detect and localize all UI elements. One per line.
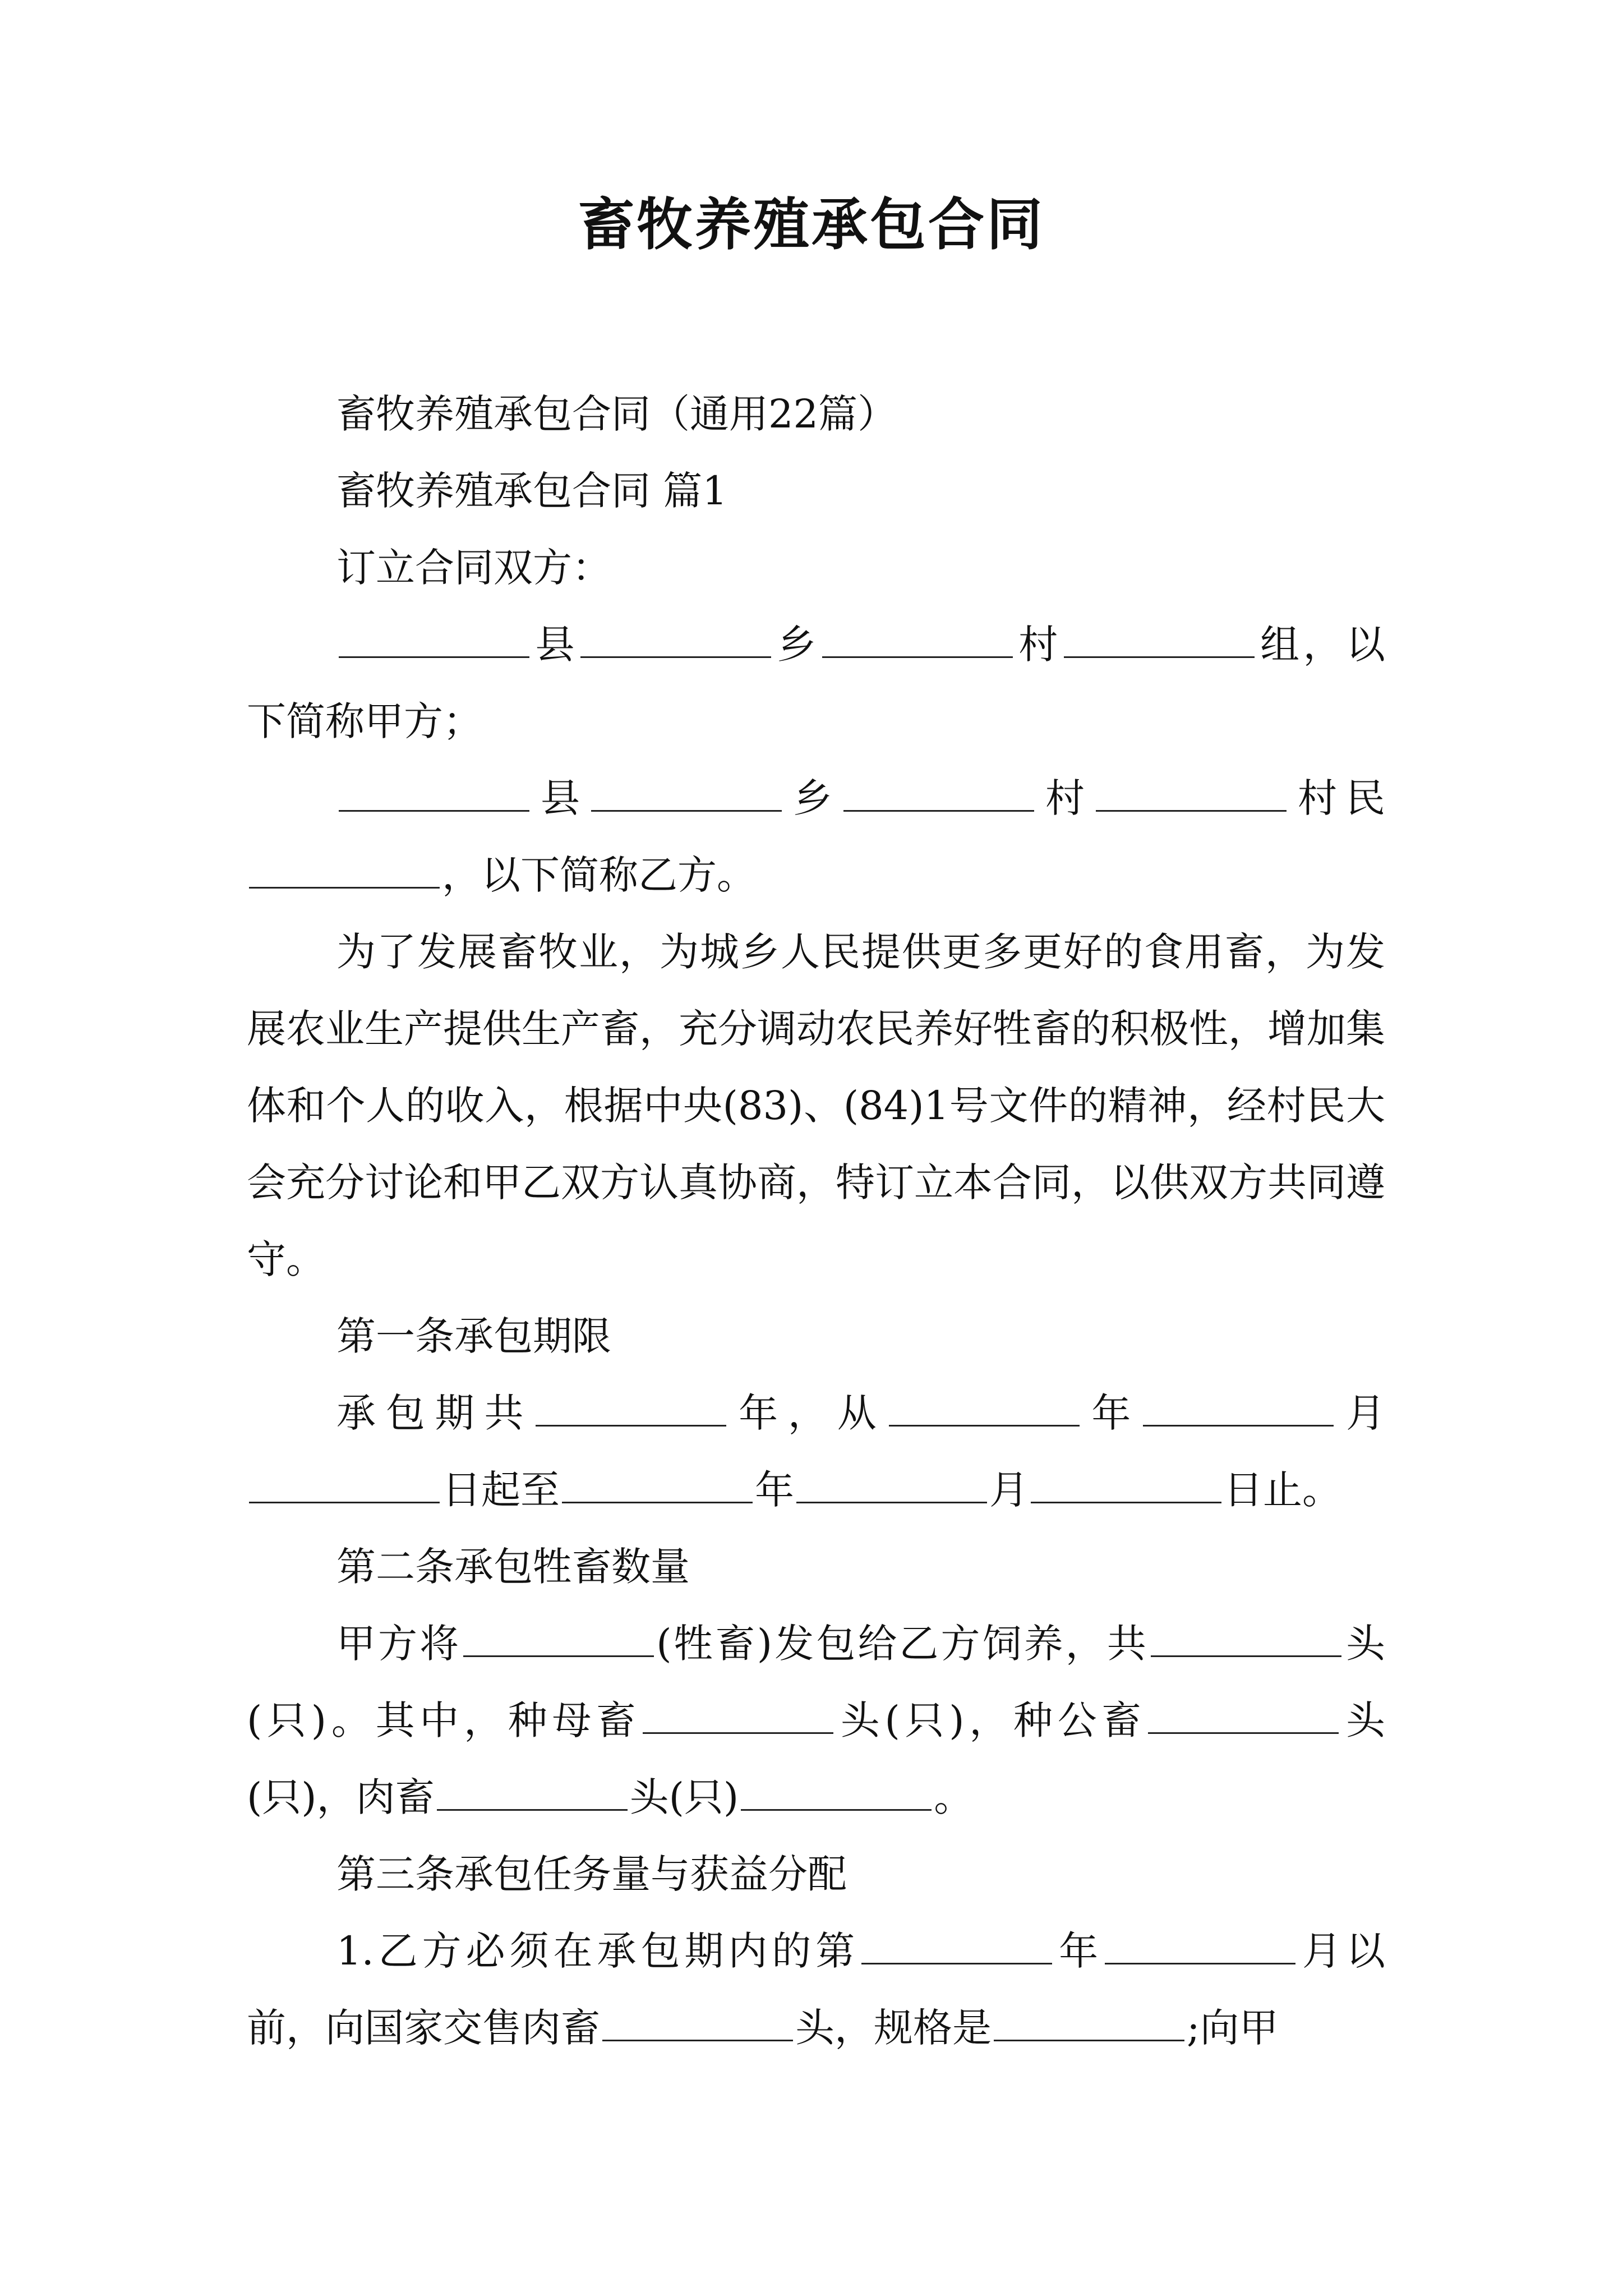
text-segment: 1.乙方必须在承包期内的第 — [336, 1928, 860, 1974]
text-segment: 承包期共 — [336, 1390, 534, 1436]
text-segment: 月 — [989, 1467, 1029, 1513]
text-segment: 头(只)，种公畜 — [836, 1697, 1146, 1743]
parties-label: 订立合同双方： — [336, 545, 611, 591]
blank-field — [822, 623, 1013, 658]
blank-field — [536, 1391, 726, 1427]
text-segment: 头(只) — [629, 1774, 739, 1820]
blank-field — [580, 623, 771, 658]
blank-field — [1064, 623, 1255, 658]
blank-field — [602, 2006, 793, 2041]
text-segment: 头，规格是 — [795, 2005, 992, 2051]
text-segment: 下简称甲方； — [247, 698, 482, 744]
text-segment: (牲畜)发包给乙方饲养，共 — [656, 1621, 1149, 1667]
blank-field — [741, 1775, 932, 1811]
text-segment: 县 — [532, 775, 589, 821]
text-segment: 乡 — [773, 622, 820, 668]
party-b-line — [247, 760, 1385, 914]
text-segment: 年 — [1081, 1390, 1141, 1436]
text-segment: 年，从 — [728, 1390, 887, 1436]
text-segment: ;向甲 — [1187, 2005, 1279, 2051]
blank-field — [861, 1929, 1052, 1964]
article1-heading: 第一条承包期限 — [336, 1313, 611, 1359]
article3-heading: 第三条承包任务量与获益分配 — [336, 1851, 847, 1897]
text-segment: 县 — [532, 622, 578, 668]
preamble-paragraph: 为了发展畜牧业，为城乡人民提供更多更好的食用畜，为发展农业生产提供生产畜，充分调动农民养好牲畜的积极性，增加集体和个人的收入，根据中央(83)、(84)1号文件的精神，经村民大会充分讨论和甲乙双方认真协商，特订立本合同，以供双方共同遵守。 — [247, 929, 1385, 1282]
article3-text — [247, 1913, 1385, 2067]
text-segment: 村民 — [1289, 775, 1385, 821]
blank-field — [1148, 1699, 1339, 1734]
text-segment: 甲方将 — [336, 1621, 462, 1667]
text-segment: 组，以 — [1256, 622, 1386, 668]
blank-field — [643, 1699, 833, 1734]
text-segment: 头(只)，肉畜 — [247, 1697, 1386, 1820]
text-segment: 月以 — [1298, 1928, 1386, 1974]
blank-field — [1031, 1468, 1221, 1503]
text-segment: 月 — [1336, 1390, 1386, 1436]
section-heading: 畜牧养殖承包合同 篇1 — [336, 468, 727, 514]
document-title: 畜牧养殖承包合同 — [578, 191, 1045, 257]
blank-field — [249, 853, 440, 889]
text-segment: 头(只)。其中，种母畜 — [247, 1621, 1386, 1743]
text-segment: 乡 — [784, 775, 841, 821]
text-segment: 年 — [1054, 1928, 1103, 1974]
blank-field — [994, 2006, 1184, 2041]
blank-field — [843, 776, 1034, 812]
text-segment: 年 — [755, 1467, 794, 1513]
blank-field — [1151, 1622, 1341, 1657]
subtitle: 畜牧养殖承包合同（通用22篇） — [336, 391, 897, 437]
party-a-line — [247, 606, 1385, 760]
article2-heading: 第二条承包牲畜数量 — [336, 1544, 690, 1590]
blank-field — [339, 623, 529, 658]
blank-field — [1143, 1391, 1334, 1427]
blank-field — [339, 776, 529, 812]
blank-field — [249, 1468, 440, 1503]
blank-field — [796, 1468, 987, 1503]
text-segment: 前，向国家交售肉畜 — [247, 2005, 600, 2051]
document-body — [247, 376, 1385, 2067]
blank-field — [1096, 776, 1287, 812]
article1-text — [247, 1375, 1385, 1529]
text-segment: 日起至 — [442, 1467, 560, 1513]
article2-text — [247, 1605, 1385, 1836]
blank-field — [889, 1391, 1080, 1427]
blank-field — [463, 1622, 654, 1657]
text-segment: 村 — [1036, 775, 1094, 821]
blank-field — [562, 1468, 753, 1503]
text-segment: ，以下简称乙方。 — [442, 852, 756, 898]
blank-field — [591, 776, 782, 812]
blank-field — [1105, 1929, 1295, 1964]
text-segment: 。 — [934, 1774, 974, 1820]
text-segment: 日止。 — [1224, 1467, 1341, 1513]
blank-field — [437, 1775, 628, 1811]
text-segment: 村 — [1015, 622, 1062, 668]
